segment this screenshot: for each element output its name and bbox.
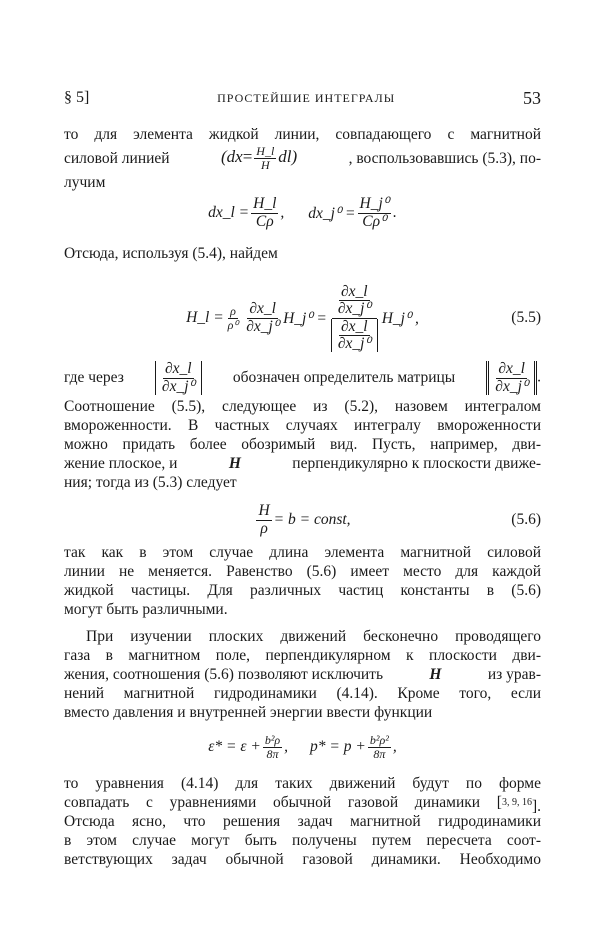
text-line: При изучении плоских движений бесконечно проводящего [86,628,541,645]
text-span: совпадать с уравнениями обычной газовой динамики [ [64,794,502,811]
matrix [486,361,537,395]
vector-symbol: H [228,455,241,472]
text-line: ния; тогда из (5.3) следует [64,474,237,491]
running-header [64,88,541,108]
text-line: можно придать более обозримый вид. Пусть, например, дви- [64,436,541,453]
text-span: силовой линией [64,150,170,167]
denominator: 8π [373,746,386,761]
compound-fraction [329,284,380,352]
denominator: ∂x_j⁰ [337,300,371,318]
text-line [64,793,541,816]
section-number: § 5] [64,89,90,106]
numerator: ∂x_l [498,360,525,378]
fraction [336,319,373,353]
text-span: где через [64,369,124,386]
numerator [332,284,377,319]
denominator: ρ⁰ [227,317,239,332]
fraction [368,734,391,760]
text-line: вмороженности. В частных случаях интегралу вмороженности [64,417,541,434]
math-span: dx_j⁰ = [308,204,356,222]
text-line: лучим [64,174,106,191]
denominator: ∂x_j⁰ [495,377,529,395]
text-line: ветствующих задач обычной газовой динамики. Необходимо [64,851,541,868]
numerator: ∂x_l [165,360,192,378]
denominator: Cρ⁰ [362,212,387,230]
numerator: ∂x_l [249,300,276,318]
numerator: b²ρ [264,732,281,747]
math-span: dx_l = [208,204,250,221]
numerator: ρ [230,303,236,318]
equation-number: (5.6) [511,511,541,528]
numerator: H_l [253,195,277,213]
denominator [329,319,380,353]
fraction [493,361,530,395]
determinant [331,319,378,353]
text-span: жения, соотношения (5.6) позволяют исключить [64,666,384,683]
equation-1 [64,194,541,232]
fraction [244,301,281,335]
text-line: Соотношение (5.5), следующее из (5.2), назовем интегралом [64,398,541,415]
math-span: H_j⁰ = [283,309,327,327]
text-line: жидкой частицы. Для различных частиц константы в (5.6) [64,582,541,599]
text-line: линии не меняется. Равенство (5.6) имеет место для каждой [64,563,541,580]
math-span: , [392,738,397,755]
numerator: H [258,502,270,520]
text-span: из урав- [487,666,541,683]
denominator: ∂x_j⁰ [337,334,371,352]
math-span: , [280,204,285,221]
text-line: Отсюда ясно, что решения задач магнитной гидродинамики [64,813,541,830]
vector-symbol: H [429,666,442,683]
fraction [256,503,271,537]
text-line [64,360,541,396]
math-span: p* = p + [310,738,366,755]
chapter-title: ПРОСТЕЙШИЕ ИНТЕГРАЛЫ [217,90,396,105]
denominator: H [260,158,270,172]
fraction [336,284,373,318]
fraction [160,361,197,395]
denominator: ∂x_j⁰ [246,317,280,335]
denominator: Cρ [255,212,274,230]
text-span: ]. [531,798,541,816]
determinant [155,361,202,395]
text-line: в этом случае могут быть получены путем пересчета соот- [64,832,541,849]
citation: 3, 9, 16 [501,797,532,808]
text-line: то для элемента жидкой линии, совпадающего с магнитной [64,126,541,143]
math-span: = [242,147,253,167]
fraction [254,145,276,171]
denominator: ρ [260,519,268,537]
numerator: b²ρ² [369,732,389,747]
numerator: ∂x_l [340,317,368,335]
text-span: обозначен определитель матрицы [232,369,456,386]
fraction [226,305,241,331]
fraction [251,196,278,230]
numerator: H_j⁰ [359,195,389,213]
inline-formula: (dx= $\frac{H\_l}{H}$ dl) [220,144,298,172]
page-number: 53 [523,87,541,108]
equation-5-6 [64,500,541,540]
denominator: ∂x_j⁰ [161,377,195,395]
text-line: то уравнения (4.14) для таких движений будут по форме [64,775,541,792]
math-span: H_j⁰ , [381,309,419,327]
fraction [263,734,282,760]
text-line: Отсюда, используя (5.4), найдем [64,245,278,262]
numerator: ∂x_l [340,282,368,300]
text-span: перпендикулярно к плоскости движе- [292,455,541,472]
fraction [358,196,391,230]
text-line: так как в этом случае длина элемента магнитной силовой [64,544,541,561]
math-span: ε* = ε + [208,738,261,755]
text-line: нений магнитной гидродинамики (4.14). Кроме того, если [64,685,541,702]
text-line [64,144,541,172]
text-line: вместо давления и внутренней энергии ввести функции [64,704,433,721]
text-line [64,454,541,473]
text-span: жение плоское, и [64,455,178,472]
equation-number: (5.5) [511,309,541,326]
text-line: газа в магнитном поле, перпендикулярном к плоскости дви- [64,647,541,664]
equation-functions [64,728,541,766]
text-span: . [537,368,541,386]
numerator: H_l [256,144,275,159]
math-span: = b = const, [273,511,351,528]
text-line: могут быть различными. [64,601,228,618]
math-span: H_l = [186,309,224,326]
denominator: 8π [266,746,279,761]
math-span: . [392,204,397,221]
math-span: dl [278,147,292,167]
text-line [64,665,541,684]
math-span: , [284,738,289,755]
math-span: dx [226,147,243,167]
equation-5-5 [64,272,541,364]
text-span: , воспользовавшись (5.3), по- [348,150,541,167]
